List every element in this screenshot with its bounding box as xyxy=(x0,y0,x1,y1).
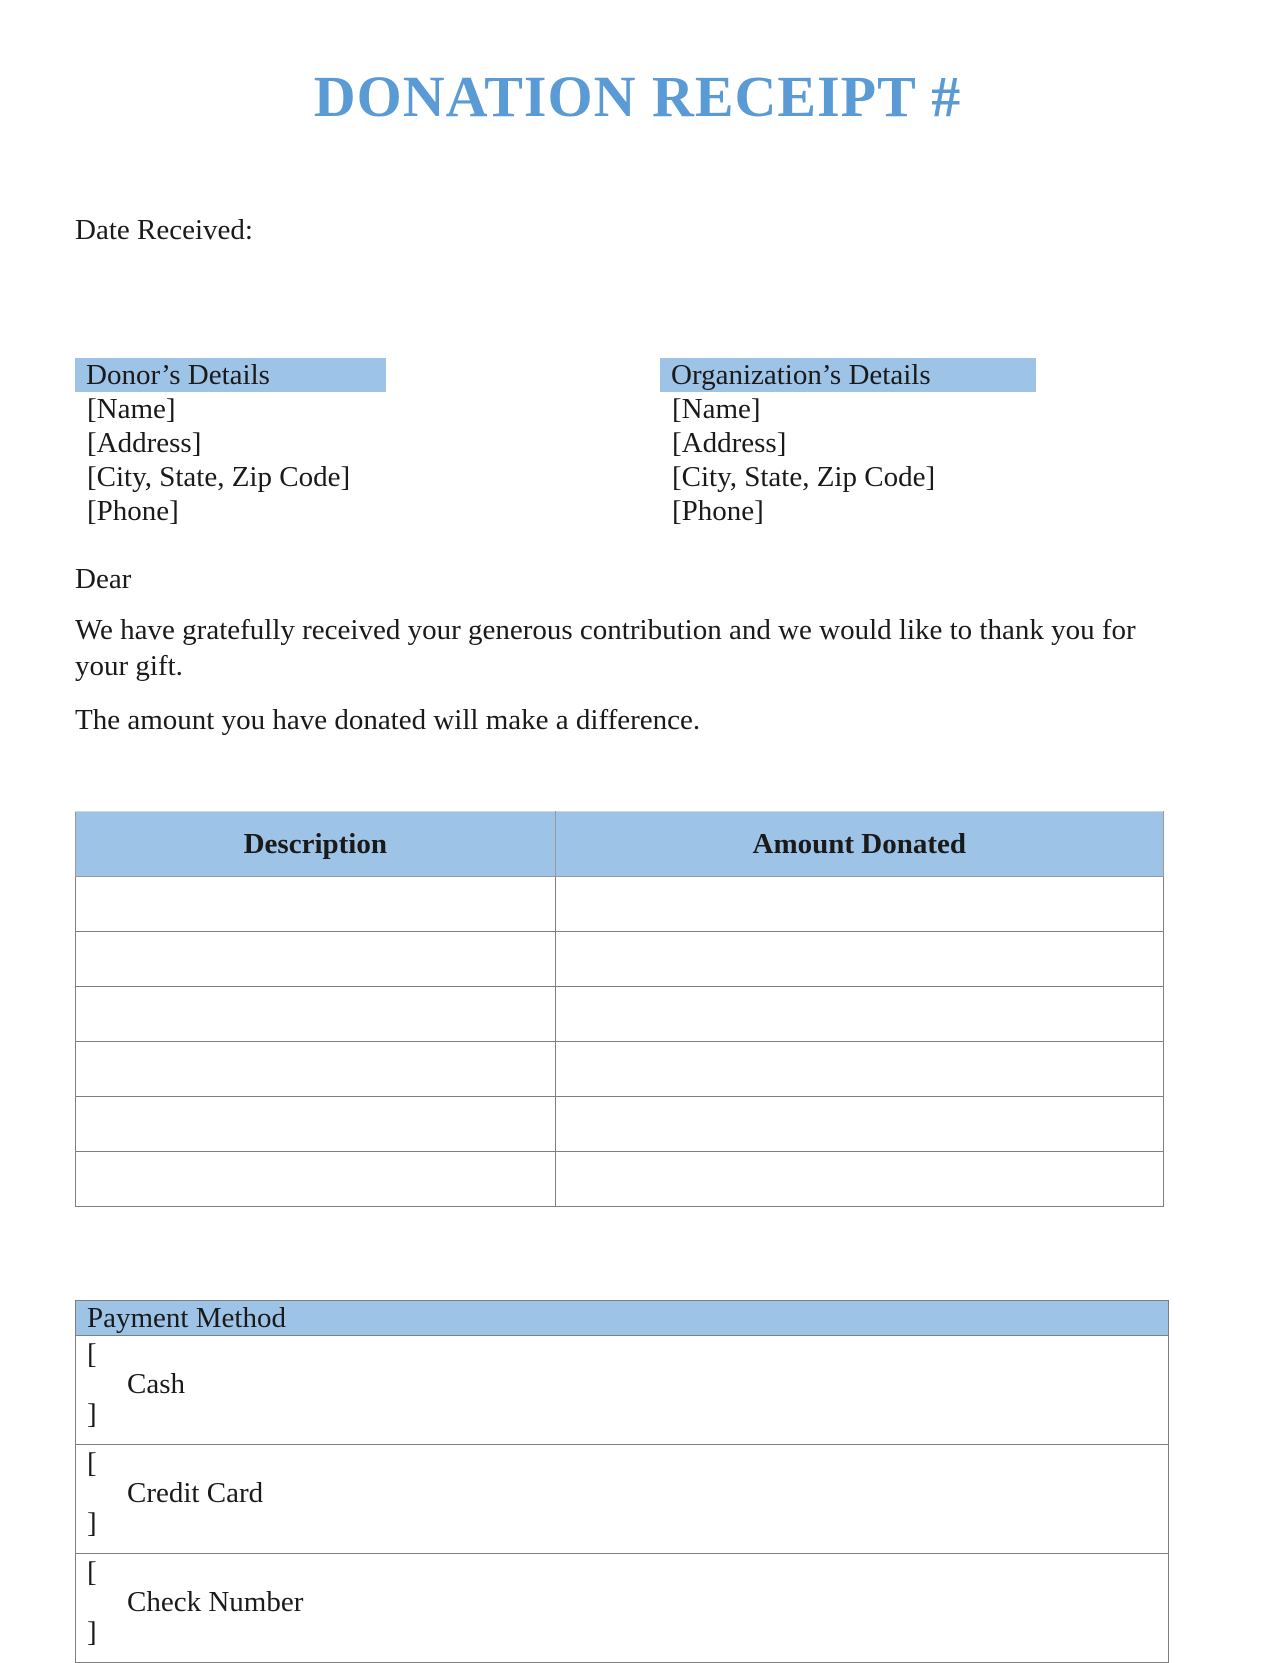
credit-card-label: Credit Card xyxy=(127,1477,264,1509)
organization-details-header: Organization’s Details xyxy=(660,358,1036,392)
table-row xyxy=(76,1097,1164,1152)
description-cell[interactable] xyxy=(76,932,556,987)
payment-method-header: Payment Method xyxy=(76,1301,1169,1336)
organization-city-state-zip: [City, State, Zip Code] xyxy=(672,461,936,493)
payment-method-table xyxy=(75,1300,1169,1663)
donation-table-header-row xyxy=(76,812,1164,877)
amount-donated-column-header: Amount Donated xyxy=(555,812,1163,877)
payment-option-credit-card xyxy=(76,1445,1169,1554)
amount-cell[interactable] xyxy=(555,877,1163,932)
table-row xyxy=(76,932,1164,987)
description-cell[interactable] xyxy=(76,1042,556,1097)
organization-name: [Name] xyxy=(672,393,761,425)
donor-details xyxy=(75,358,386,528)
description-cell[interactable] xyxy=(76,877,556,932)
table-row xyxy=(76,987,1164,1042)
organization-details xyxy=(660,358,1036,528)
organization-address: [Address] xyxy=(672,427,787,459)
donor-city-state-zip: [City, State, Zip Code] xyxy=(87,461,351,493)
thank-you-paragraph: We have gratefully received your generous contribution and we would like to thank you for your gift. xyxy=(75,614,1136,682)
amount-cell[interactable] xyxy=(555,1097,1163,1152)
date-received-label: Date Received: xyxy=(75,214,253,246)
donation-table xyxy=(75,811,1164,1207)
amount-cell[interactable] xyxy=(555,932,1163,987)
table-row xyxy=(76,1152,1164,1207)
salutation: Dear xyxy=(75,563,132,595)
donor-details-header: Donor’s Details xyxy=(75,358,386,392)
payment-option-cell xyxy=(76,1554,1169,1663)
amount-cell[interactable] xyxy=(555,1152,1163,1207)
payment-option-cell xyxy=(76,1445,1169,1554)
donor-name: [Name] xyxy=(87,393,176,425)
check-number-checkbox[interactable]: [ ] xyxy=(87,1556,99,1648)
payment-option-check-number xyxy=(76,1554,1169,1663)
difference-paragraph: The amount you have donated will make a difference. xyxy=(75,704,701,736)
donor-phone: [Phone] xyxy=(87,495,179,527)
check-number-label: Check Number xyxy=(127,1586,304,1618)
table-row xyxy=(76,877,1164,932)
receipt-title: DONATION RECEIPT # xyxy=(313,64,962,129)
donor-address: [Address] xyxy=(87,427,202,459)
amount-cell[interactable] xyxy=(555,1042,1163,1097)
organization-phone: [Phone] xyxy=(672,495,764,527)
credit-card-checkbox[interactable]: [ ] xyxy=(87,1447,99,1539)
donor-details-lines xyxy=(75,392,386,528)
payment-option-cash xyxy=(76,1336,1169,1445)
amount-cell[interactable] xyxy=(555,987,1163,1042)
description-cell[interactable] xyxy=(76,987,556,1042)
cash-label: Cash xyxy=(127,1368,185,1400)
table-row xyxy=(76,1042,1164,1097)
description-cell[interactable] xyxy=(76,1097,556,1152)
organization-details-lines xyxy=(660,392,1036,528)
description-column-header: Description xyxy=(76,812,556,877)
payment-option-cell xyxy=(76,1336,1169,1445)
cash-checkbox[interactable]: [ ] xyxy=(87,1338,99,1430)
description-cell[interactable] xyxy=(76,1152,556,1207)
